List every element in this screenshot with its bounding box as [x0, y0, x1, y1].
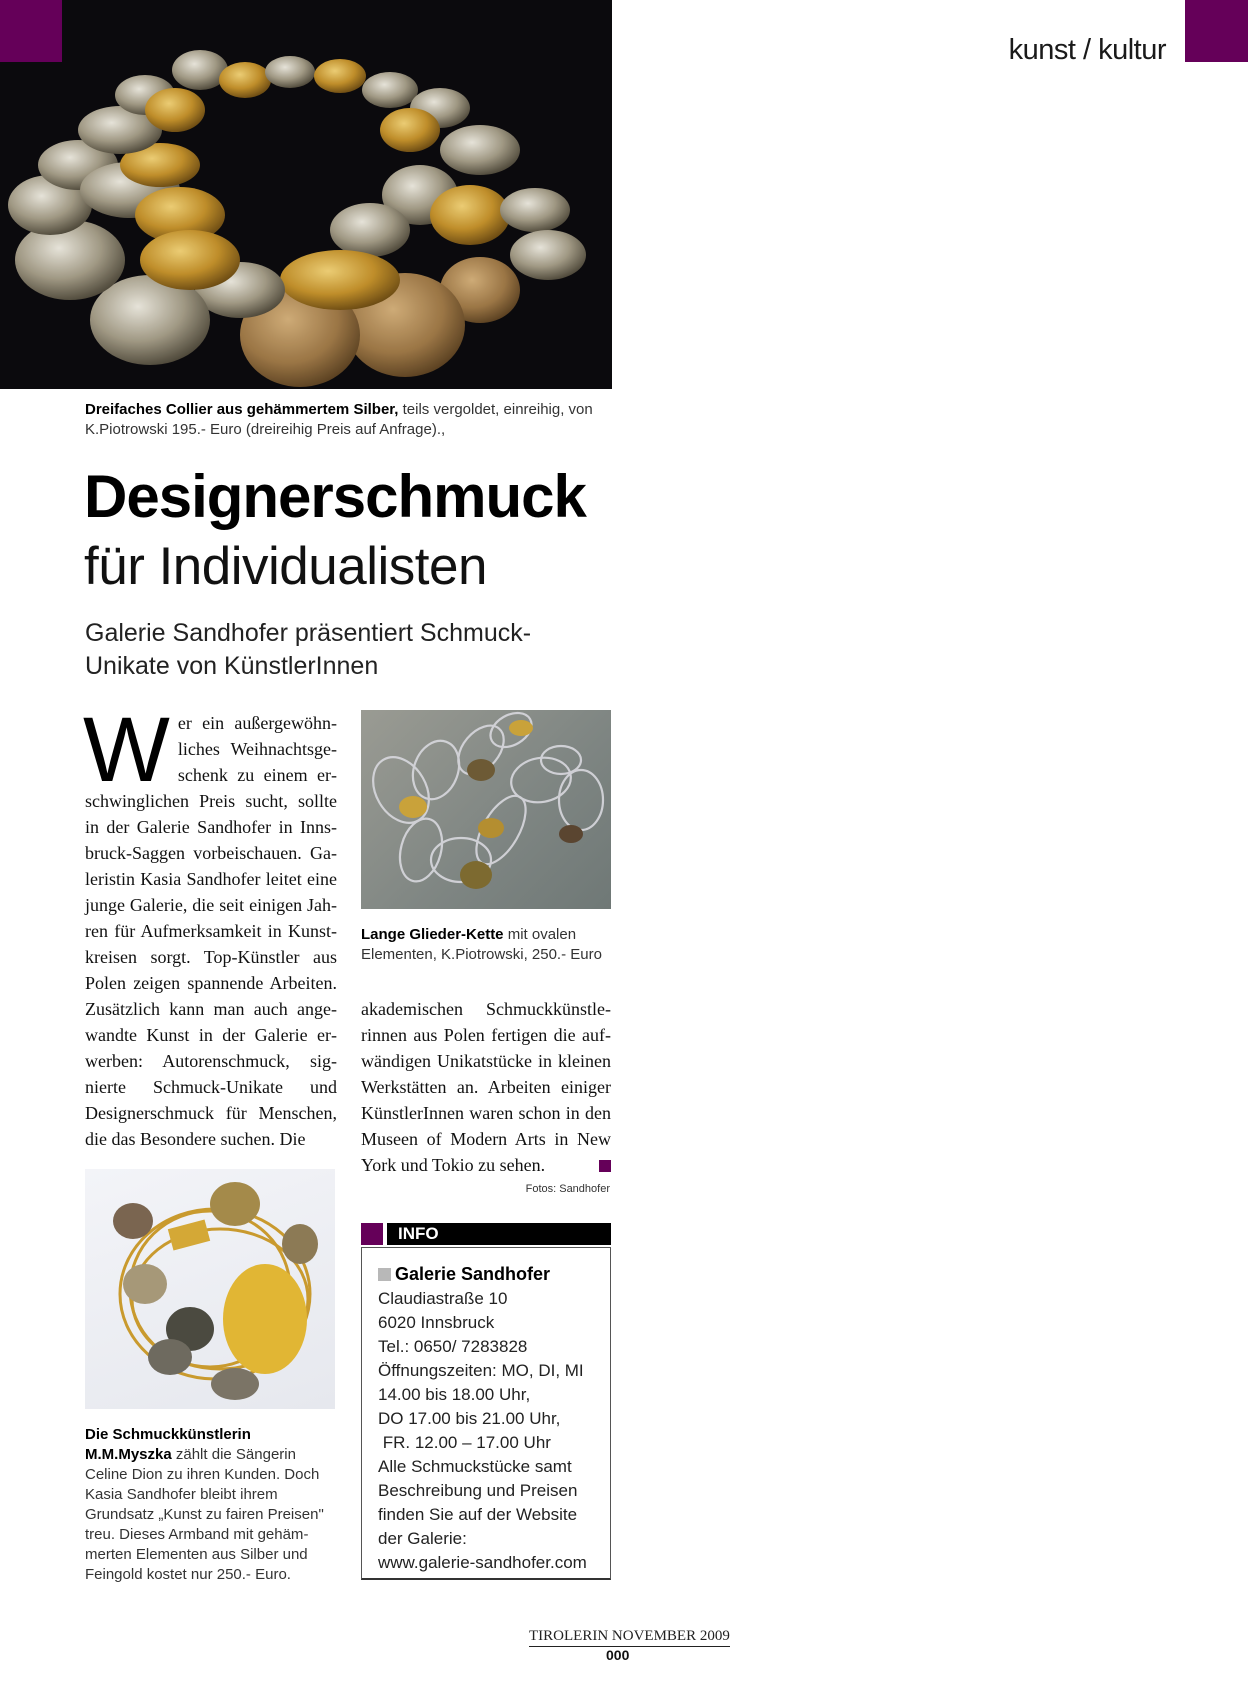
magazine-footer: TIROLERIN NOVEMBER 2009 [529, 1628, 730, 1647]
bracelet-photo-caption [85, 1425, 337, 1585]
info-note-1: Alle Schmuckstücke samt [378, 1457, 572, 1476]
info-box [361, 1247, 611, 1580]
caption-bold: Die Schmuckkünstlerin M.M.Myszka [85, 1426, 251, 1463]
bracelet-illustration [85, 1169, 335, 1409]
caption-text: zählt die Sängerin Celine Dion zu ihren Kunden. Doch Kasia Sandhofer bleibt ihrem Grundsatz „Kunst zu fairen Preisen" treu. Dieses Armband mit gehämmerten Elementen aus Silber und Feingold kostet nur 250.- Euro. [85, 1446, 324, 1583]
article-column-1 [83, 699, 337, 1152]
section-label: kunst / kultur [1008, 34, 1166, 66]
info-phone: Tel.: 0650/ 7283828 [378, 1337, 528, 1356]
necklace-illustration [0, 0, 612, 389]
necklace-photo [0, 0, 612, 389]
info-hours-mon-wed: 14.00 bis 18.00 Uhr, [378, 1385, 531, 1404]
accent-square-right [1185, 0, 1248, 62]
info-hours-fri: FR. 12.00 – 17.00 Uhr [378, 1433, 551, 1452]
photo-credit: Fotos: Sandhofer [525, 1183, 610, 1195]
chain-photo-caption [361, 925, 621, 965]
info-address-street: Claudiastraße 10 [378, 1289, 508, 1308]
gallery-name: Galerie Sandhofer [378, 1262, 610, 1287]
drop-cap: W [83, 699, 170, 801]
info-hours-thu: DO 17.00 bis 21.00 Uhr, [378, 1409, 561, 1428]
caption-text: teils vergoldet, einreihig, von K.Piotrowski 195.- Euro (dreireihig Preis auf Anfrage)., [85, 401, 593, 438]
headline-secondary: für Individualisten [84, 537, 487, 596]
square-bullet-icon [378, 1268, 391, 1281]
caption-text: mit ovalen Elementen, K.Piotrowski, 250.- Euro [361, 926, 602, 963]
bracelet-photo [85, 1169, 335, 1409]
info-note-4: der Galerie: [378, 1529, 467, 1548]
chain-illustration [361, 710, 611, 909]
info-note-3: finden Sie auf der Website [378, 1505, 578, 1524]
info-header [361, 1223, 611, 1245]
info-note-2: Beschreibung und Preisen [378, 1481, 578, 1500]
info-accent-square [361, 1223, 383, 1245]
accent-square-left [0, 0, 62, 62]
info-address-city: 6020 Innsbruck [378, 1313, 495, 1332]
headline-main: Designerschmuck [84, 463, 586, 530]
subheadline: Galerie Sandhofer präsentiert Schmuck-Unikate von KünstlerInnen [85, 619, 532, 680]
info-website-link[interactable]: www.galerie-sandhofer.com [378, 1553, 587, 1572]
end-of-article-mark [599, 1160, 611, 1172]
top-photo-caption [85, 400, 615, 440]
article-text-2: akademischen Schmuckkünstlerinnen aus Polen fertigen die aufwändigen Unikatstücke in kleinen Werkstätten an. Arbeiten einiger KünstlerInnen waren schon in den Museen of Modern Arts in New York und Tokio zu sehen. [361, 999, 611, 1175]
info-hours-label: Öffnungszeiten: MO, DI, MI [378, 1361, 584, 1380]
info-title: INFO [387, 1223, 611, 1245]
chain-photo [361, 710, 611, 909]
article-text-1: er ein außergewöhnliches Weihnachtsgeschenk zu einem erschwinglichen Preis sucht, sollte in der Galerie Sandhofer in Innsbruck-Saggen vorbeischauen. Galeristin Kasia Sandhofer leitet eine junge Galerie, die seit einigen Jahren für Aufmerksamkeit in Kunstkreisen sorgt. Top-Künstler aus Polen zeigen spannende Arbeiten. Zusätzlich kann man auch angewandte Kunst in der Galerie erwerben: Autorenschmuck, signierte Schmuck-Unikate und Designerschmuck für Menschen, die das Besondere suchen. Die [85, 713, 337, 1149]
article-column-2 [361, 996, 611, 1178]
caption-bold: Dreifaches Collier aus gehämmertem Silber, [85, 401, 399, 418]
caption-bold: Lange Glieder-Kette [361, 926, 504, 943]
page-number: 000 [606, 1647, 630, 1663]
